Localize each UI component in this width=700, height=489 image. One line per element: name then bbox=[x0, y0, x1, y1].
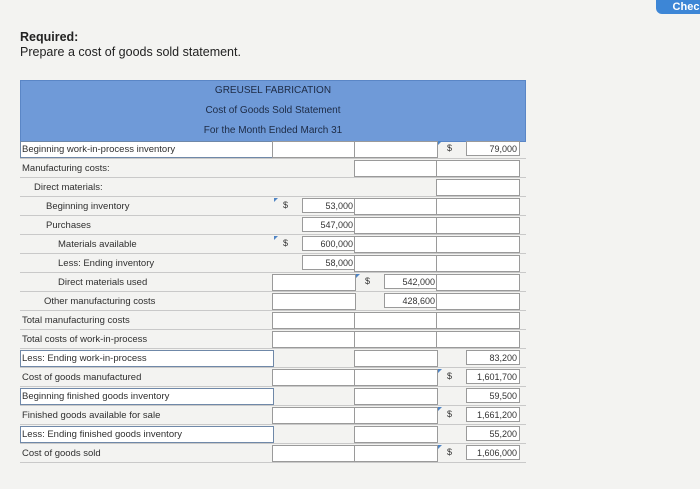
statement-row bbox=[20, 159, 526, 178]
amount-input[interactable]: 1,601,700 bbox=[466, 369, 520, 384]
empty-amount-input[interactable] bbox=[272, 445, 356, 462]
statement-row bbox=[20, 349, 526, 368]
amount-input[interactable]: 59,500 bbox=[466, 388, 520, 403]
empty-amount-input[interactable] bbox=[354, 312, 438, 329]
dropdown-marker-icon bbox=[274, 198, 278, 202]
empty-amount-input[interactable] bbox=[272, 407, 356, 424]
statement-header bbox=[20, 80, 526, 142]
empty-amount-input[interactable] bbox=[354, 426, 438, 443]
row-label: Finished goods available for sale bbox=[22, 410, 161, 421]
amount-input[interactable]: 542,000 bbox=[384, 274, 438, 289]
check-button[interactable]: Chec bbox=[656, 0, 700, 14]
statement-title: Cost of Goods Sold Statement bbox=[205, 105, 341, 116]
empty-amount-input[interactable] bbox=[354, 255, 438, 272]
statement-row bbox=[20, 292, 526, 311]
row-label: Direct materials used bbox=[58, 277, 148, 288]
amount-input[interactable]: 58,000 bbox=[302, 255, 356, 270]
required-instruction: Prepare a cost of goods sold statement. bbox=[20, 45, 241, 59]
statement-row bbox=[20, 273, 526, 292]
amount-input[interactable]: 79,000 bbox=[466, 141, 520, 156]
row-label: Total costs of work-in-process bbox=[22, 334, 148, 345]
empty-amount-input[interactable] bbox=[436, 179, 520, 196]
row-label: Cost of goods manufactured bbox=[22, 372, 142, 383]
empty-amount-input[interactable] bbox=[436, 217, 520, 234]
empty-amount-input[interactable] bbox=[354, 350, 438, 367]
statement-row bbox=[20, 216, 526, 235]
row-label: Direct materials: bbox=[34, 182, 103, 193]
row-label: Beginning work-in-process inventory bbox=[22, 144, 176, 155]
empty-amount-input[interactable] bbox=[436, 312, 520, 329]
row-label: Less: Ending inventory bbox=[58, 258, 155, 269]
statement-row bbox=[20, 444, 526, 463]
statement-period: For the Month Ended March 31 bbox=[203, 125, 343, 136]
empty-amount-input[interactable] bbox=[354, 445, 438, 462]
empty-amount-input[interactable] bbox=[436, 274, 520, 291]
row-label: Less: Ending work-in-process bbox=[22, 353, 147, 364]
amount-input[interactable]: 1,661,200 bbox=[466, 407, 520, 422]
empty-amount-input[interactable] bbox=[436, 198, 520, 215]
dollar-sign: $ bbox=[447, 409, 453, 419]
amount-input[interactable]: 1,606,000 bbox=[466, 445, 520, 460]
empty-amount-input[interactable] bbox=[272, 369, 356, 386]
amount-input[interactable]: 83,200 bbox=[466, 350, 520, 365]
amount-input[interactable]: 428,600 bbox=[384, 293, 438, 308]
dropdown-marker-icon bbox=[438, 369, 442, 373]
amount-input[interactable]: 600,000 bbox=[302, 236, 356, 251]
row-label: Total manufacturing costs bbox=[22, 315, 130, 326]
empty-amount-input[interactable] bbox=[354, 388, 438, 405]
statement-row bbox=[20, 235, 526, 254]
statement-row bbox=[20, 406, 526, 425]
amount-input[interactable]: 55,200 bbox=[466, 426, 520, 441]
dollar-sign: $ bbox=[447, 371, 453, 381]
row-label: Beginning finished goods inventory bbox=[22, 391, 170, 402]
statement-row bbox=[20, 311, 526, 330]
empty-amount-input[interactable] bbox=[354, 217, 438, 234]
empty-amount-input[interactable] bbox=[272, 293, 356, 310]
empty-amount-input[interactable] bbox=[436, 160, 520, 177]
statement-row bbox=[20, 178, 526, 197]
amount-input[interactable]: 547,000 bbox=[302, 217, 356, 232]
empty-amount-input[interactable] bbox=[272, 274, 356, 291]
row-label: Other manufacturing costs bbox=[44, 296, 156, 307]
cost-of-goods-sold-worksheet bbox=[20, 80, 526, 463]
dropdown-marker-icon bbox=[438, 407, 442, 411]
empty-amount-input[interactable] bbox=[272, 312, 356, 329]
empty-amount-input[interactable] bbox=[354, 236, 438, 253]
row-label: Cost of goods sold bbox=[22, 448, 101, 459]
dropdown-marker-icon bbox=[356, 274, 360, 278]
empty-amount-input[interactable] bbox=[354, 369, 438, 386]
empty-amount-input[interactable] bbox=[436, 255, 520, 272]
row-label: Beginning inventory bbox=[46, 201, 130, 212]
statement-row bbox=[20, 368, 526, 387]
empty-amount-input[interactable] bbox=[436, 236, 520, 253]
dropdown-marker-icon bbox=[274, 236, 278, 240]
statement-row bbox=[20, 330, 526, 349]
dollar-sign: $ bbox=[365, 276, 371, 286]
empty-amount-input[interactable] bbox=[436, 293, 520, 310]
empty-amount-input[interactable] bbox=[354, 160, 438, 177]
required-label: Required: bbox=[20, 30, 79, 44]
empty-amount-input[interactable] bbox=[354, 141, 438, 158]
empty-amount-input[interactable] bbox=[272, 331, 356, 348]
statement-row bbox=[20, 197, 526, 216]
statement-row bbox=[20, 425, 526, 444]
company-name: GREUSEL FABRICATION bbox=[214, 85, 332, 96]
dollar-sign: $ bbox=[447, 447, 453, 457]
statement-row bbox=[20, 140, 526, 159]
dollar-sign: $ bbox=[283, 200, 289, 210]
empty-amount-input[interactable] bbox=[436, 331, 520, 348]
dropdown-marker-icon bbox=[438, 445, 442, 449]
row-label: Less: Ending finished goods inventory bbox=[22, 429, 183, 440]
row-label: Materials available bbox=[58, 239, 137, 250]
dollar-sign: $ bbox=[447, 143, 453, 153]
amount-input[interactable]: 53,000 bbox=[302, 198, 356, 213]
statement-row bbox=[20, 254, 526, 273]
empty-amount-input[interactable] bbox=[354, 198, 438, 215]
statement-row bbox=[20, 387, 526, 406]
row-label: Purchases bbox=[46, 220, 91, 231]
empty-amount-input[interactable] bbox=[354, 407, 438, 424]
row-label: Manufacturing costs: bbox=[22, 163, 110, 174]
empty-amount-input[interactable] bbox=[354, 331, 438, 348]
empty-amount-input[interactable] bbox=[272, 141, 356, 158]
dollar-sign: $ bbox=[283, 238, 289, 248]
dropdown-marker-icon bbox=[438, 141, 442, 145]
